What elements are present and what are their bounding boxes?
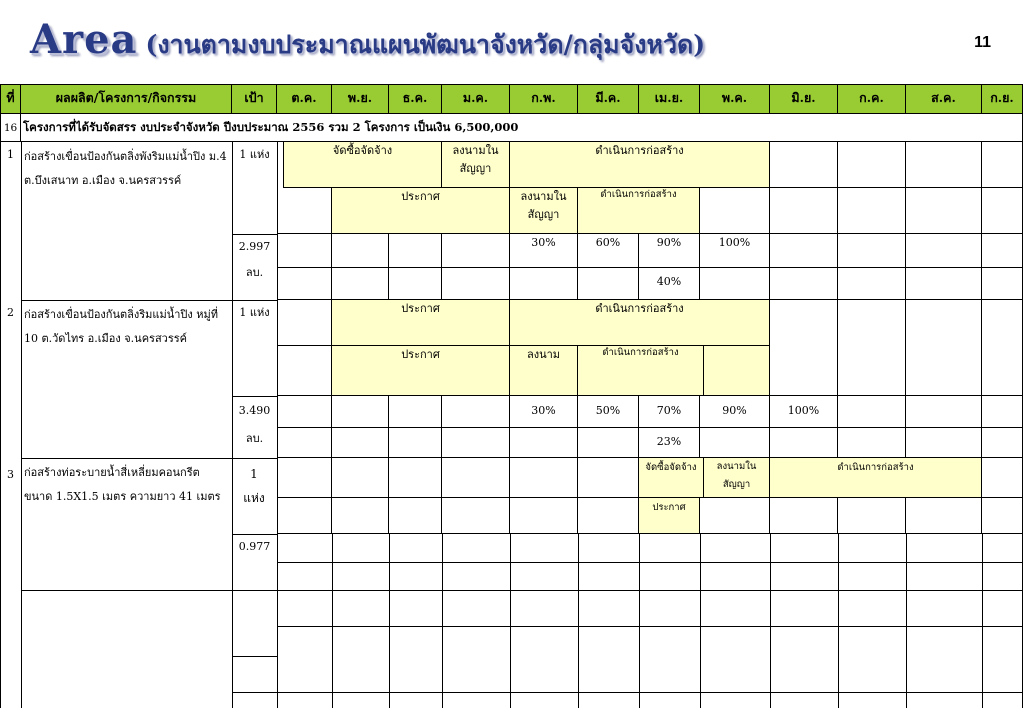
empty-cell [277, 234, 332, 268]
empty-cell [442, 268, 510, 300]
project-2-plan-progress-apr: 70% [639, 396, 700, 428]
project-2-plan-announce: ประกาศ [332, 300, 510, 346]
project-1-actual-construction: ดำเนินการก่อสร้าง [578, 188, 700, 234]
empty-cell [982, 458, 1023, 498]
empty-cell [838, 300, 906, 396]
project-3-name: ก่อสร้างท่อระบายน้ำสี่เหลี่ยมคอนกรีต ขนาด 1.5X1.5 เมตร ความยาว 41 เมตร [24, 466, 221, 503]
header-month-sep: ก.ย. [982, 84, 1023, 114]
empty-cell [838, 396, 906, 428]
project-3-actual-announce: ประกาศ [639, 498, 700, 534]
header-no: ที่ [0, 84, 21, 114]
empty-cell [906, 234, 982, 268]
header-month-oct: ต.ค. [277, 84, 332, 114]
empty-cell [700, 268, 770, 300]
empty-cell [770, 300, 838, 396]
empty-cell [578, 458, 639, 498]
header-product: ผลผลิต/โครงการ/กิจกรรม [21, 84, 232, 114]
empty-cell [770, 142, 838, 188]
empty-cell [982, 188, 1023, 234]
empty-cell [442, 234, 510, 268]
empty-cell [510, 268, 578, 300]
project-1-budget: 2.997 [238, 240, 271, 253]
header-month-jan: ม.ค. [442, 84, 510, 114]
empty-cell [510, 428, 578, 458]
empty-cell [838, 142, 906, 188]
header-target: เป้า [232, 84, 277, 114]
project-1-plan-progress-may: 100% [700, 234, 770, 268]
empty-cell [982, 428, 1023, 458]
empty-cell [578, 428, 639, 458]
empty-cell [906, 142, 982, 188]
empty-cell [277, 268, 332, 300]
project-2-plan-construction: ดำเนินการก่อสร้าง [510, 300, 770, 346]
empty-cell [578, 268, 639, 300]
project-1-actual-progress-apr: 40% [639, 268, 700, 300]
empty-cell [277, 458, 332, 498]
project-2-actual-construction: ดำเนินการก่อสร้าง [578, 346, 704, 396]
empty-cell [332, 458, 389, 498]
header-month-dec: ธ.ค. [389, 84, 442, 114]
empty-cell [838, 188, 906, 234]
project-2-plan-progress-mar: 50% [578, 396, 639, 428]
project-2-target: 1 แห่ง [239, 306, 270, 319]
empty-cell [389, 234, 442, 268]
project-1-plan-procurement: จัดซื้อจัดจ้าง [283, 142, 442, 188]
empty-cell [770, 188, 838, 234]
empty-cell [906, 428, 982, 458]
empty-cell [906, 498, 982, 534]
header-month-mar: มี.ค. [578, 84, 639, 114]
empty-cell [704, 346, 770, 396]
header-month-jul: ก.ค. [838, 84, 906, 114]
header-month-may: พ.ค. [700, 84, 770, 114]
project-2-actual-contract: ลงนาม [510, 346, 578, 396]
empty-cell [906, 396, 982, 428]
empty-cell [389, 268, 442, 300]
project-3-number: 3 [7, 468, 14, 481]
project-2-name: ก่อสร้างเขื่อนป้องกันตลิ่งริมแม่น้ำปิง หมู่ที่ 10 ต.วัดไทร อ.เมือง จ.นครสวรรค์ [24, 308, 219, 345]
project-1-number: 1 [7, 148, 14, 161]
empty-cell [389, 498, 442, 534]
project-1-budget-unit: ลบ. [245, 266, 264, 279]
empty-cell [442, 428, 510, 458]
title-subtitle: (งานตามงบประมาณแผนพัฒนาจังหวัด/กลุ่มจังหวัด) [145, 30, 706, 59]
empty-cell [277, 396, 332, 428]
page-number: 11 [974, 34, 991, 51]
empty-cell [700, 428, 770, 458]
project-3-budget: 0.977 [238, 540, 271, 553]
project-2-actual-announce: ประกาศ [332, 346, 510, 396]
empty-cell [906, 268, 982, 300]
empty-cell [770, 268, 838, 300]
empty-cell [277, 428, 332, 458]
empty-cell [770, 498, 838, 534]
empty-cell [838, 428, 906, 458]
project-3-plan-construction: ดำเนินการก่อสร้าง [770, 458, 982, 498]
empty-cell [982, 396, 1023, 428]
project-2-budget-unit: ลบ. [245, 432, 264, 445]
project-2-actual-progress-apr: 23% [639, 428, 700, 458]
project-3-target: 1 แห่ง [243, 467, 265, 505]
empty-cell [277, 346, 332, 396]
header-month-jun: มิ.ย. [770, 84, 838, 114]
project-1-target: 1 แห่ง [239, 148, 270, 161]
project-1-plan-progress-feb: 30% [510, 234, 578, 268]
empty-cell [578, 498, 639, 534]
empty-cell [442, 498, 510, 534]
empty-cell [510, 458, 578, 498]
header-month-feb: ก.พ. [510, 84, 578, 114]
empty-cell [277, 498, 332, 534]
empty-cell [332, 234, 389, 268]
project-3-plan-procurement: จัดซื้อจัดจ้าง [639, 458, 704, 498]
empty-cell [700, 498, 770, 534]
project-1-name: ก่อสร้างเขื่อนป้องกันตลิ่งพังริมแม่น้ำปิง ม.4 ต.บึงเสนาท อ.เมือง จ.นครสวรรค์ [24, 150, 227, 187]
section-number: 16 [0, 114, 21, 142]
empty-cell [332, 396, 389, 428]
project-1-plan-construction: ดำเนินการก่อสร้าง [510, 142, 770, 188]
empty-cell [332, 428, 389, 458]
empty-cell [700, 188, 770, 234]
empty-cell [838, 268, 906, 300]
project-1-plan-progress-apr: 90% [639, 234, 700, 268]
empty-cell [442, 396, 510, 428]
empty-cell [332, 498, 389, 534]
project-3-plan-contract: ลงนามใน สัญญา [704, 458, 770, 498]
empty-cell [389, 458, 442, 498]
project-2-plan-progress-feb: 30% [510, 396, 578, 428]
empty-cell [389, 396, 442, 428]
project-1-plan-contract: ลงนามใน สัญญา [442, 142, 510, 188]
empty-cell [838, 234, 906, 268]
empty-cell [277, 300, 332, 346]
empty-cell [332, 268, 389, 300]
section-title: โครงการที่ได้รับจัดสรร งบประจำจังหวัด ปีงบประมาณ 2556 รวม 2 โครงการ เป็นเงิน 6,500,000 [21, 114, 1023, 142]
empty-cell [442, 458, 510, 498]
project-2-budget: 3.490 [238, 404, 271, 417]
header-month-apr: เม.ย. [639, 84, 700, 114]
header-month-aug: ส.ค. [906, 84, 982, 114]
project-2-plan-progress-jun: 100% [770, 396, 838, 428]
empty-cell [982, 234, 1023, 268]
empty-cell [389, 428, 442, 458]
project-1-actual-contract: ลงนามใน สัญญา [510, 188, 578, 234]
header-month-nov: พ.ย. [332, 84, 389, 114]
empty-cell [906, 188, 982, 234]
empty-cell [982, 498, 1023, 534]
title-main: Area [30, 16, 138, 63]
empty-cell [510, 498, 578, 534]
empty-cell [906, 300, 982, 396]
project-1-actual-announce: ประกาศ [332, 188, 510, 234]
empty-cell [982, 268, 1023, 300]
project-1-plan-progress-mar: 60% [578, 234, 639, 268]
empty-cell [838, 498, 906, 534]
empty-cell [982, 142, 1023, 188]
empty-cell [982, 300, 1023, 396]
empty-cell [770, 428, 838, 458]
empty-cell [770, 234, 838, 268]
empty-cell [277, 188, 332, 234]
project-2-number: 2 [7, 306, 14, 319]
project-2-plan-progress-may: 90% [700, 396, 770, 428]
